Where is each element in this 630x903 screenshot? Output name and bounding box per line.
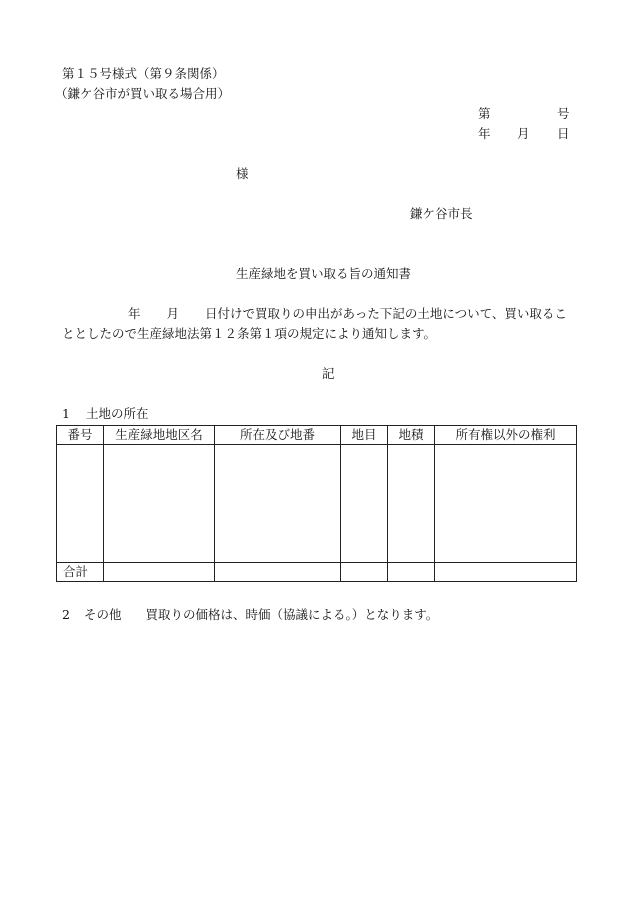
col-header-number: 番号 — [57, 426, 104, 445]
col-header-district: 生産緑地地区名 — [104, 426, 215, 445]
section-2 — [62, 607, 438, 623]
document-title: 生産緑地を買い取る旨の通知書 — [236, 266, 412, 281]
doc-number-suffix: 号 — [557, 106, 570, 121]
form-subtitle: （鎌ケ谷市が買い取る場合用） — [55, 86, 231, 101]
body-line-1-text: 日付けで買取りの申出があった下記の土地について、買い取るこ — [205, 306, 567, 321]
table-cell — [215, 445, 341, 563]
col-header-area: 地積 — [388, 426, 435, 445]
section-1-label: 土地の所在 — [85, 406, 149, 421]
table-cell — [104, 445, 215, 563]
col-header-location: 所在及び地番 — [215, 426, 341, 445]
body-year-label: 年 — [128, 306, 141, 321]
table-cell — [435, 445, 577, 563]
ki-heading: 記 — [322, 366, 335, 381]
date-month-label: 月 — [517, 126, 530, 141]
table-cell — [104, 563, 215, 582]
table-cell — [341, 563, 388, 582]
col-header-other-rights: 所有権以外の権利 — [435, 426, 577, 445]
table-row — [57, 445, 577, 563]
total-label: 合計 — [57, 563, 104, 582]
date-year-label: 年 — [478, 126, 491, 141]
section-1-number: 1 — [62, 406, 70, 421]
table-cell — [435, 563, 577, 582]
table-cell — [388, 563, 435, 582]
sender-name: 鎌ケ谷市長 — [410, 206, 473, 221]
col-header-land-category: 地目 — [341, 426, 388, 445]
table-header-row — [57, 426, 577, 445]
section-1-heading — [62, 406, 148, 422]
section-2-label: その他 — [83, 607, 122, 622]
body-month-label: 月 — [166, 306, 180, 321]
table-cell — [341, 445, 388, 563]
section-2-text: 買取りの価格は、時価（協議による。）となります。 — [145, 607, 439, 622]
land-table — [56, 425, 577, 582]
table-cell — [215, 563, 341, 582]
section-2-number: 2 — [62, 607, 70, 622]
addressee-honorific: 様 — [236, 166, 249, 181]
body-line-1 — [62, 306, 567, 322]
table-cell — [388, 445, 435, 563]
doc-number-prefix: 第 — [478, 106, 491, 121]
table-cell — [57, 445, 104, 563]
date-day-label: 日 — [557, 126, 570, 141]
body-line-2: ととしたので生産緑地法第１２条第１項の規定により通知します。 — [62, 326, 437, 341]
form-number: 第１５号様式（第９条関係） — [62, 66, 225, 81]
table-total-row — [57, 563, 577, 582]
